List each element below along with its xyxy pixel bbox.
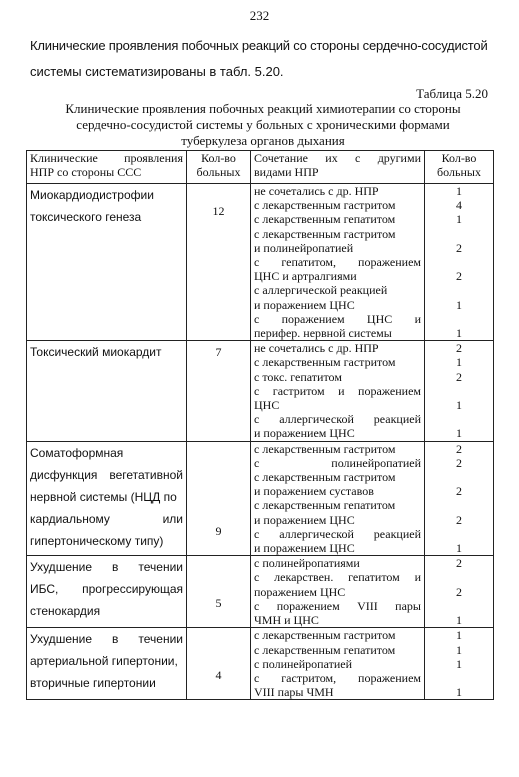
table-title (28, 101, 498, 149)
combination-line: и поражением ЦНС (254, 426, 355, 441)
cell-combination-counts (425, 556, 494, 628)
combination-line: с полинейропатиями (254, 556, 360, 571)
combination-count: 2 (456, 556, 462, 571)
table-title-line-1: Клинические проявления побочных реакций химиотерапии со стороны (65, 101, 461, 116)
patient-count-value: 9 (215, 524, 222, 539)
combination-line: с аллергической реакцией (254, 412, 421, 427)
combination-line: с аллергической реакцией (254, 283, 388, 298)
patient-count-value: 5 (215, 596, 222, 611)
combination-line: с лекарственным гепатитом (254, 498, 396, 513)
combination-count: 2 (456, 484, 462, 499)
header-combination-count-line-1: Кол-во (441, 151, 477, 165)
combination-line: поражением ЦНС (254, 584, 346, 599)
combination-line: с лекарственным гастритом (254, 355, 396, 370)
combination-line: с лекарственным гастритом (254, 198, 396, 213)
header-patient-count-line-2: больных (196, 165, 241, 179)
cell-combinations (251, 184, 425, 341)
cell-patient-count (187, 628, 251, 700)
combination-line: с полинейропатией (254, 656, 353, 671)
header-patient-count (187, 151, 251, 184)
table-body (27, 151, 494, 700)
patient-count-value: 4 (215, 668, 222, 683)
manifestation-line: артериальной гипертонии, (30, 654, 178, 669)
combination-line: с поражением VIII пары (254, 598, 421, 613)
combination-line: и поражением суставов (254, 484, 374, 499)
combination-count (428, 527, 490, 541)
combination-line: перифер. нервной системы (254, 326, 392, 341)
combination-line: с полинейропатией (254, 455, 421, 470)
combination-line: VIII пары ЧМН (254, 685, 334, 700)
cell-combination-counts (425, 628, 494, 700)
table-row (27, 441, 494, 556)
cell-patient-count (187, 184, 251, 341)
combination-count: 2 (456, 512, 462, 527)
combination-count: 1 (456, 426, 462, 441)
cell-combinations (251, 341, 425, 441)
combination-line: с гепатитом, поражением (254, 255, 421, 270)
combination-line: не сочетались с др. НПР (254, 341, 379, 356)
cell-combination-counts (425, 341, 494, 441)
combination-count: 1 (456, 398, 462, 413)
table-row (27, 628, 494, 700)
cell-combinations (251, 628, 425, 700)
table-row (27, 341, 494, 441)
patient-count-value: 7 (215, 345, 222, 360)
manifestation-line: Ухудшение в течении (30, 632, 183, 647)
combination-count (428, 312, 490, 326)
cell-combinations (251, 441, 425, 556)
combination-count (428, 227, 490, 241)
table-row (27, 184, 494, 341)
combination-line: и полинейропатией (254, 240, 354, 255)
manifestation-line: Ухудшение в течении (30, 560, 183, 575)
manifestation-line: ИБС, прогрессирующая (30, 582, 183, 597)
combination-line: не сочетались с др. НПР (254, 184, 379, 198)
combination-line: ЦНС (254, 398, 280, 413)
combination-count: 1 (456, 184, 462, 198)
manifestation-line: нервной системы (НЦД по (30, 489, 177, 504)
combination-count: 1 (456, 326, 462, 341)
patient-count-value: 12 (212, 204, 225, 218)
combination-count: 1 (456, 212, 462, 227)
combination-line: ЧМН и ЦНС (254, 613, 319, 628)
header-combinations-line-1: Сочетание их с другими (254, 151, 421, 165)
combination-line: и поражением ЦНС (254, 512, 355, 527)
combination-count: 2 (456, 240, 462, 255)
cell-manifestation (27, 628, 187, 700)
combination-count (428, 671, 490, 685)
table-title-line-3: туберкулеза органов дыхания (181, 133, 345, 148)
combination-count: 2 (456, 455, 462, 470)
intro-line-1: Клинические проявления побочных реакций со стороны сердечно-сосудистой (30, 38, 488, 53)
table-row (27, 556, 494, 628)
combination-count (428, 570, 490, 584)
header-combination-count-line-2: больных (437, 165, 481, 179)
combination-count (428, 412, 490, 426)
table-header-row (27, 151, 494, 184)
header-manifestations (27, 151, 187, 184)
combination-line: с лекарственным гепатитом (254, 212, 396, 227)
combination-count: 1 (456, 685, 462, 700)
combination-count: 2 (456, 269, 462, 284)
header-combinations (251, 151, 425, 184)
cell-combination-counts (425, 184, 494, 341)
combination-count: 4 (456, 198, 462, 213)
combination-line: с лекарственным гастритом (254, 441, 396, 456)
combination-count: 1 (456, 628, 462, 643)
cell-manifestation (27, 556, 187, 628)
manifestation-line: кардиальному или (30, 511, 183, 526)
combination-line: с лекарственным гастритом (254, 470, 396, 485)
manifestation-line: гипертоническому типу) (30, 533, 164, 548)
manifestation-line: стенокардия (30, 604, 101, 619)
combination-line: с лекарственным гастритом (254, 226, 396, 241)
manifestation-line: вторичные гипертонии (30, 676, 156, 691)
combination-line: и поражением ЦНС (254, 541, 355, 556)
manifestation-line: Токсический миокардит (30, 345, 162, 360)
combination-count: 1 (456, 541, 462, 556)
page-number: 232 (249, 8, 270, 23)
combination-line: с аллергической реакцией (254, 526, 421, 541)
combination-line: с поражением ЦНС и (254, 311, 421, 326)
combination-count (428, 470, 490, 484)
combination-count: 2 (456, 584, 462, 599)
cell-combination-counts (425, 441, 494, 556)
cell-manifestation (27, 341, 187, 441)
combination-line: с лекарственным гастритом (254, 628, 396, 643)
combination-count: 1 (456, 642, 462, 657)
combination-line: с лекарственным гепатитом (254, 642, 396, 657)
header-manifestations-line-1: Клинические проявления (30, 151, 183, 165)
combination-count: 1 (456, 297, 462, 312)
intro-paragraph (30, 33, 495, 85)
cell-patient-count (187, 341, 251, 441)
cell-patient-count (187, 556, 251, 628)
combination-count: 2 (456, 441, 462, 456)
combination-line: и поражением ЦНС (254, 297, 355, 312)
combination-count: 2 (456, 369, 462, 384)
header-combinations-line-2: видами НПР (254, 165, 319, 179)
header-patient-count-line-1: Кол-во (201, 151, 236, 165)
combination-line: с токс. гепатитом (254, 369, 342, 384)
combination-count: 1 (456, 613, 462, 628)
combination-line: с лекарствен. гепатитом и (254, 570, 421, 585)
combination-count (428, 599, 490, 613)
combination-count (428, 498, 490, 512)
combination-count (428, 384, 490, 398)
combination-count (428, 255, 490, 269)
header-manifestations-line-2: НПР со стороны ССС (30, 165, 142, 179)
cell-manifestation (27, 184, 187, 341)
table-label: Таблица 5.20 (416, 86, 488, 101)
header-combination-count (425, 151, 494, 184)
manifestation-line: дисфункция вегетативной (30, 467, 183, 482)
combination-count: 1 (456, 656, 462, 671)
combination-line: с гастритом и поражением (254, 383, 421, 398)
manifestation-line: Миокардиодистрофии (30, 188, 154, 202)
combination-count: 2 (456, 341, 462, 356)
intro-line-2: системы систематизированы в табл. 5.20. (30, 64, 284, 79)
combination-count: 1 (456, 355, 462, 370)
table-title-line-2: сердечно-сосудистой системы у больных с хроническими формами (76, 117, 450, 132)
cell-manifestation (27, 441, 187, 556)
combination-count (428, 283, 490, 297)
manifestation-line: токсического генеза (30, 210, 142, 224)
cell-combinations (251, 556, 425, 628)
cell-patient-count (187, 441, 251, 556)
manifestation-line: Соматоформная (30, 445, 124, 460)
combination-line: ЦНС и артралгиями (254, 269, 357, 284)
adverse-reactions-table (26, 150, 494, 700)
combination-line: с гастритом, поражением (254, 670, 421, 685)
